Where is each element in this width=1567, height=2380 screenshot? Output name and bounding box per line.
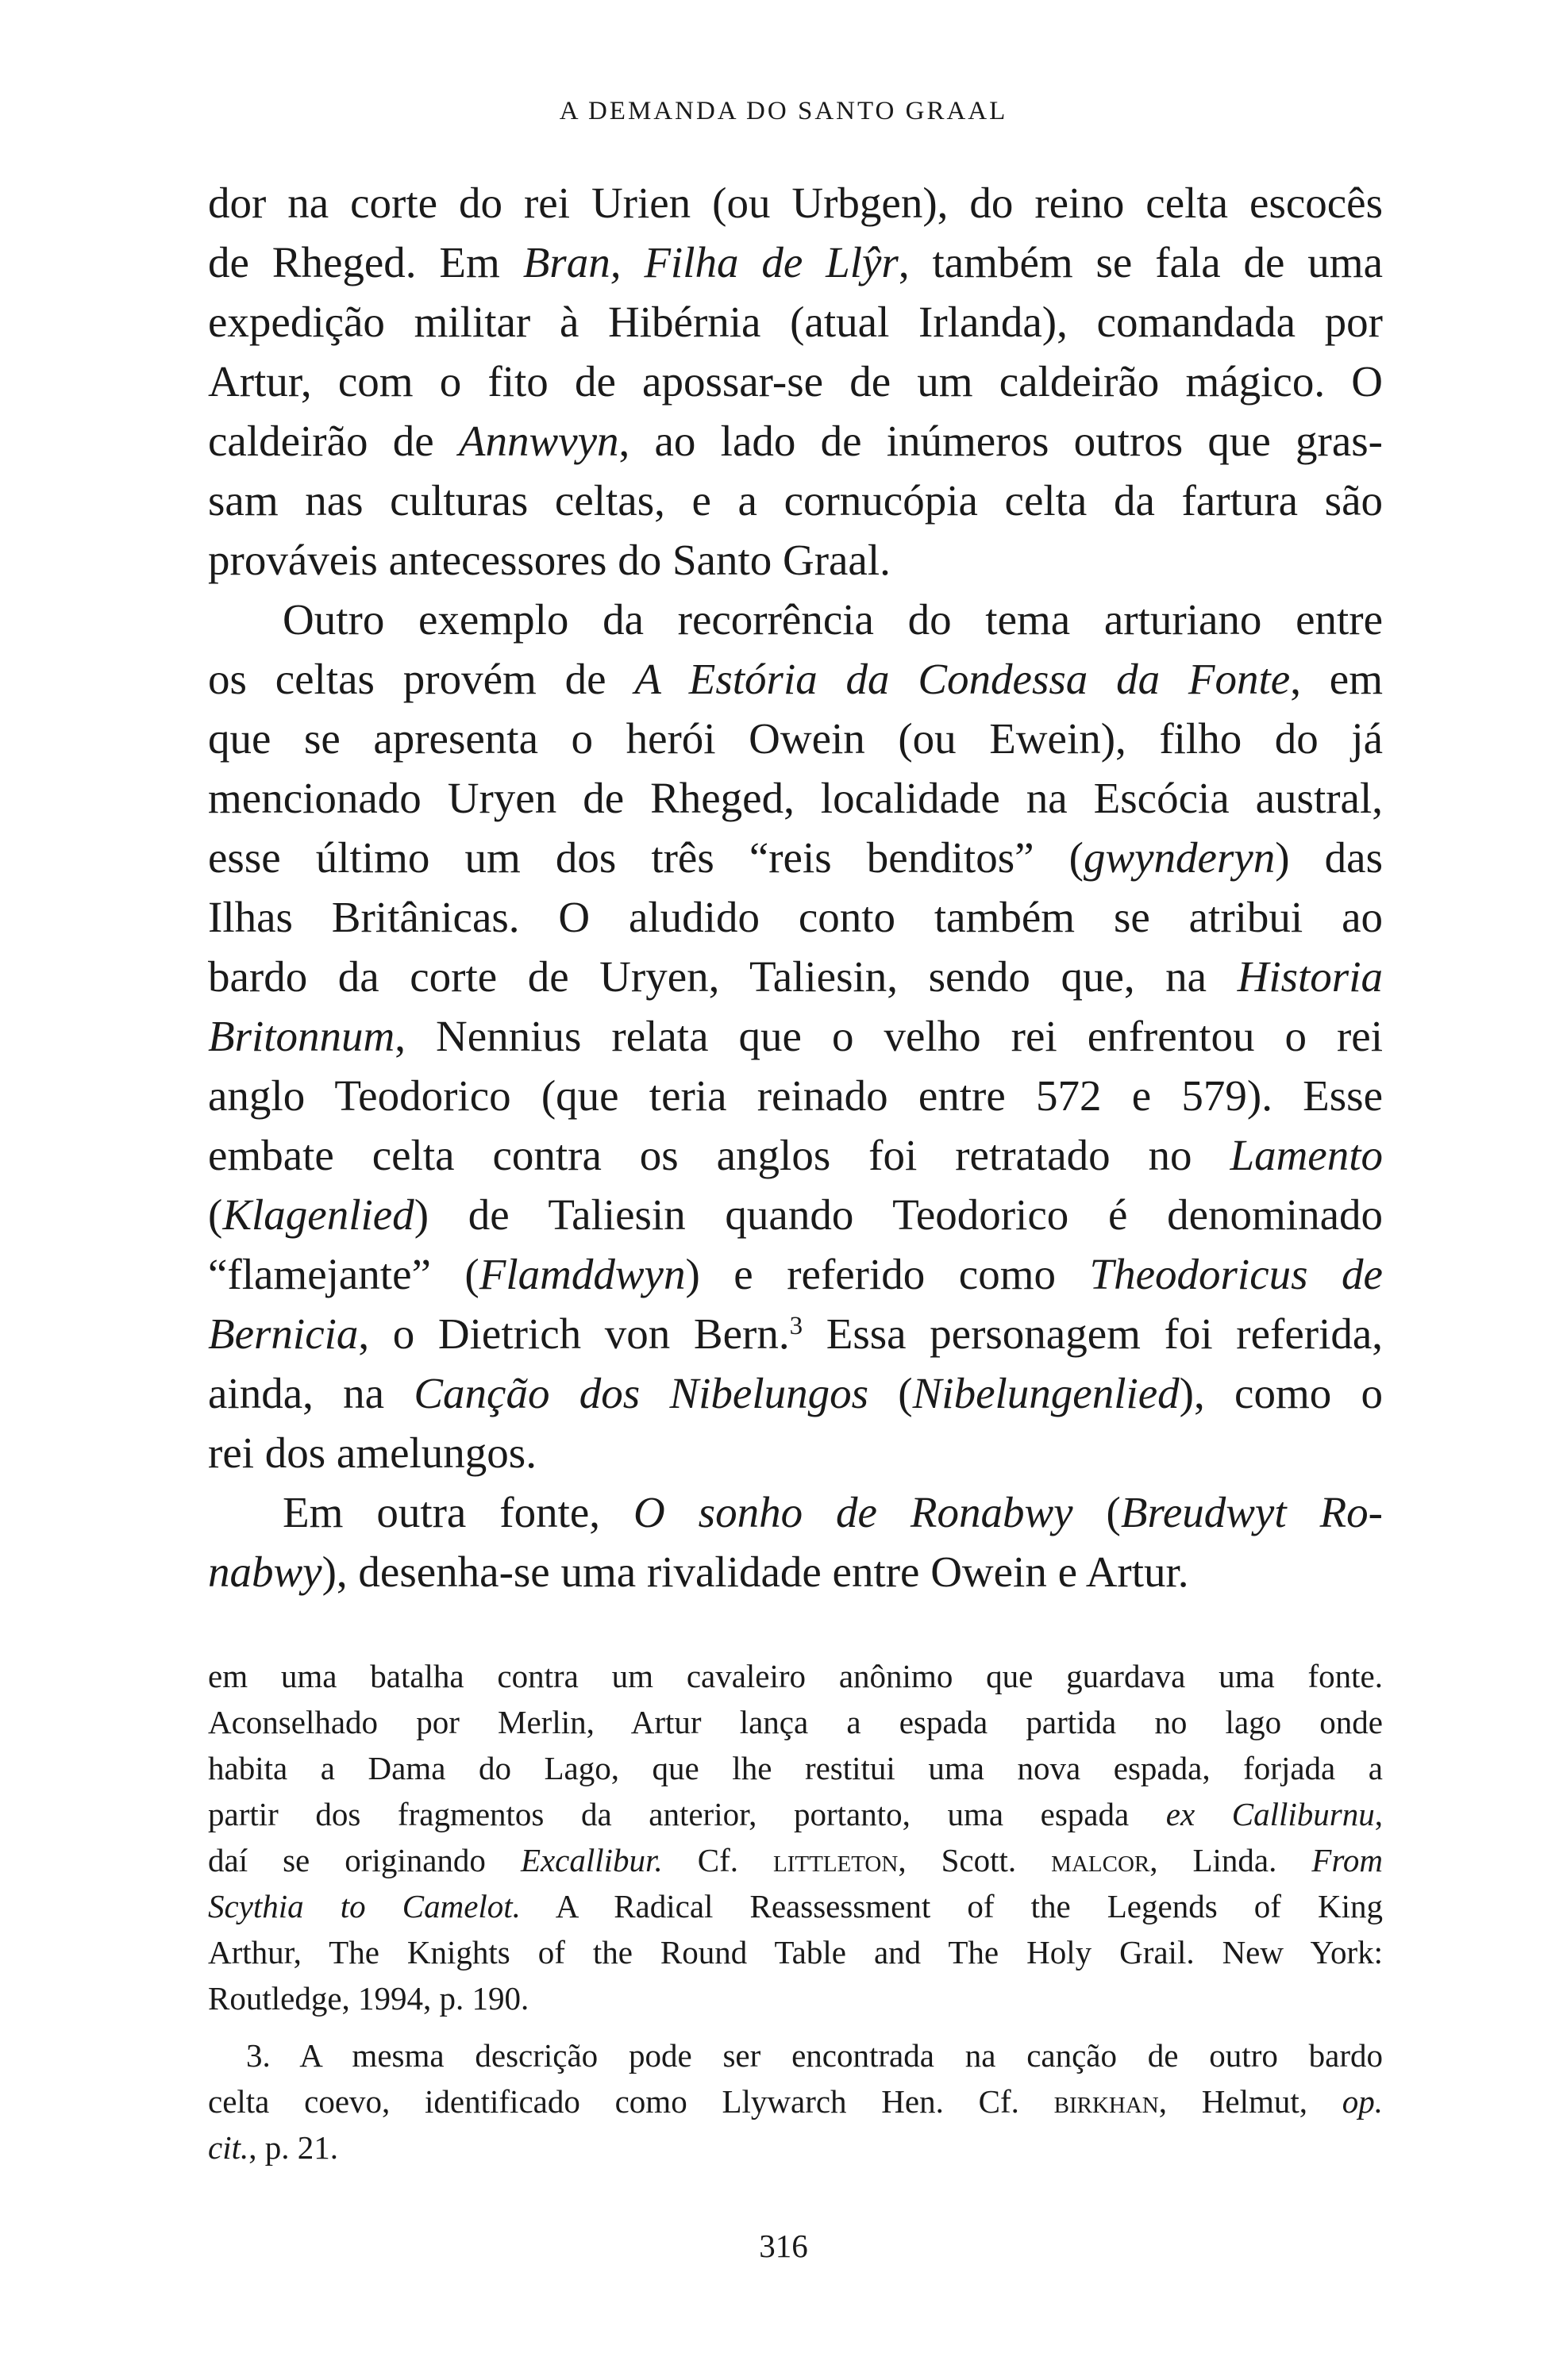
- footnotes: [208, 1653, 1383, 2170]
- footnote-line: celta coevo, identificado como Llywarch Hen. Cf. birkhan, Helmut, op.: [208, 2083, 1383, 2120]
- text-line: que se apresenta o herói Owein (ou Ewein), filho do já: [208, 714, 1383, 763]
- footnote-line: Aconselhado por Merlin, Artur lança a espada partida no lago onde: [208, 1704, 1383, 1740]
- text-line: Artur, com o fito de apossar-se de um caldeirão mágico. O: [208, 357, 1383, 406]
- italic-term: Klagenlied: [222, 1190, 414, 1239]
- paragraph-2: [208, 590, 1383, 1482]
- text-line: nabwy), desenha-se uma rivalidade entre Owein e Artur.: [208, 1548, 1189, 1596]
- footnote-3: [208, 2032, 1383, 2170]
- footnote-line: daí se originando Excallibur. Cf. littleton, Scott. malcor, Linda. From: [208, 1842, 1383, 1878]
- italic-term: Annwvyn: [458, 417, 619, 465]
- text-line: os celtas provém de A Estória da Condessa da Fonte, em: [208, 655, 1383, 703]
- footnote-line: cit., p. 21.: [208, 2129, 338, 2166]
- text-line: esse último um dos três “reis benditos” (gwynderyn) das: [208, 833, 1383, 882]
- footnote-line: em uma batalha contra um cavaleiro anônimo que guardava uma fonte.: [208, 1658, 1383, 1694]
- author-name: malcor: [1051, 1842, 1150, 1878]
- italic-term: Flamddwyn: [479, 1250, 686, 1298]
- footnote-line: Arthur, The Knights of the Round Table and The Holy Grail. New York:: [208, 1934, 1383, 1971]
- text-line: Bernicia, o Dietrich von Bern.$^3$ Essa personagem foi referida,: [208, 1309, 1383, 1358]
- footnote-line: Scythia to Camelot. A Radical Reassessment of the Legends of King: [208, 1888, 1383, 1924]
- text-line: anglo Teodorico (que teria reinado entre 572 e 579). Esse: [208, 1071, 1383, 1120]
- text-line: sam nas culturas celtas, e a cornucópia celta da fartura são: [208, 476, 1383, 525]
- italic-title: Historia: [1237, 952, 1383, 1001]
- text-line: mencionado Uryen de Rheged, localidade na Escócia austral,: [208, 774, 1383, 822]
- footnote-line: habita a Dama do Lago, que lhe restitui uma nova espada, forjada a: [208, 1750, 1383, 1786]
- italic-term: Theodoricus de: [1089, 1250, 1383, 1298]
- italic-title: Lamento: [1230, 1131, 1383, 1179]
- italic-title: Bran, Filha de Llŷr: [522, 238, 899, 286]
- italic-title: Breudwyt Ro-: [1120, 1488, 1383, 1536]
- footnote-line: Routledge, 1994, p. 190.: [208, 1980, 529, 2017]
- text-line: prováveis antecessores do Santo Graal.: [208, 536, 891, 584]
- footnote-marker: 3: [789, 1311, 803, 1340]
- text-line: Ilhas Britânicas. O aludido conto também se atribui ao: [208, 893, 1383, 941]
- footnote-line: partir dos fragmentos da anterior, portanto, uma espada ex Calliburnu,: [208, 1796, 1383, 1832]
- text-line: Em outra fonte, O sonho de Ronabwy (Breudwyt Ro-: [283, 1488, 1383, 1536]
- main-text: [208, 173, 1383, 1601]
- italic-term: gwynderyn: [1083, 833, 1276, 882]
- italic-title: Britonnum: [208, 1012, 395, 1060]
- italic-title: nabwy: [208, 1548, 322, 1596]
- text-line: rei dos amelungos.: [208, 1428, 537, 1477]
- text-line: bardo da corte de Uryen, Taliesin, sendo que, na Historia: [208, 952, 1383, 1001]
- text-line: de Rheged. Em Bran, Filha de Llŷr, também se fala de uma: [208, 238, 1383, 286]
- paragraph-1: [208, 173, 1383, 590]
- italic-title: O sonho de Ronabwy: [633, 1488, 1073, 1536]
- italic-title: Nibelungenlied: [912, 1369, 1180, 1417]
- italic-title: A Estória da Condessa da Fonte: [634, 655, 1291, 703]
- author-name: littleton: [773, 1842, 899, 1878]
- italic-title: Canção dos Nibelungos: [414, 1369, 869, 1417]
- page-number: 316: [759, 2228, 808, 2264]
- text-line: dor na corte do rei Urien (ou Urbgen), do reino celta escocês: [208, 179, 1383, 227]
- footnote-continuation: [208, 1653, 1383, 2021]
- author-name: birkhan: [1053, 2083, 1159, 2120]
- text-line: Britonnum, Nennius relata que o velho rei enfrentou o rei: [208, 1012, 1383, 1060]
- text-line: (Klagenlied) de Taliesin quando Teodorico é denominado: [208, 1190, 1383, 1239]
- footnote-line: 3. A mesma descrição pode ser encontrada na canção de outro bardo: [246, 2037, 1383, 2074]
- text-line: ainda, na Canção dos Nibelungos (Nibelungenlied), como o: [208, 1369, 1384, 1417]
- paragraph-3: [208, 1482, 1383, 1601]
- italic-term: Bernicia: [208, 1309, 359, 1358]
- text-line: caldeirão de Annwvyn, ao lado de inúmeros outros que gras-: [208, 417, 1383, 465]
- text-line: embate celta contra os anglos foi retratado no Lamento: [208, 1131, 1383, 1179]
- text-line: Outro exemplo da recorrência do tema arturiano entre: [283, 595, 1383, 644]
- running-head: A DEMANDA DO SANTO GRAAL: [559, 97, 1008, 125]
- text-line: expedição militar à Hibérnia (atual Irlanda), comandada por: [208, 298, 1383, 346]
- text-line: “flamejante” (Flamddwyn) e referido como Theodoricus de: [208, 1250, 1383, 1298]
